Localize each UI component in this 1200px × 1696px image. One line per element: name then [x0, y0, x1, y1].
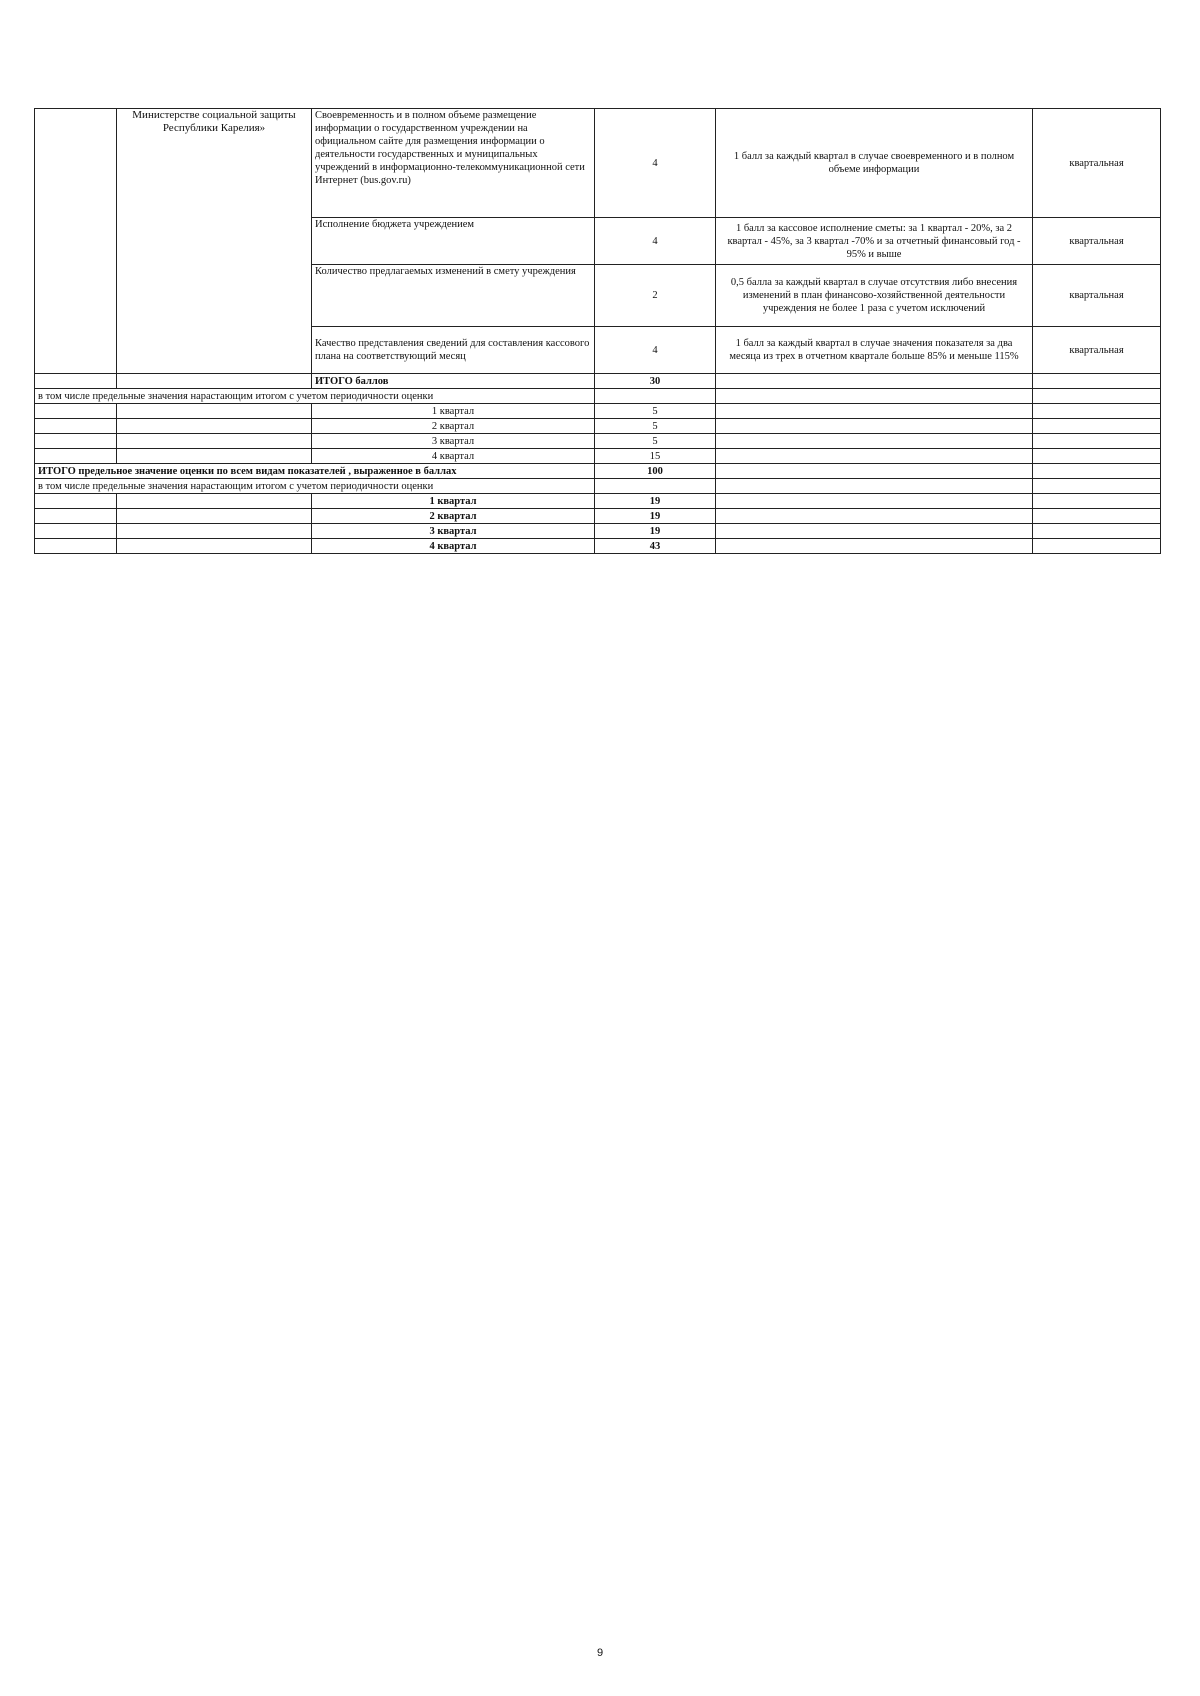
grand-total-row — [35, 464, 1161, 479]
criteria-cell: 1 балл за кассовое исполнение сметы: за 1 квартал - 20%, за 2 квартал - 45%, за 3 квартал -70% и за отчетный финансовый год - 95% и выше — [716, 218, 1033, 265]
quarter-label: 3 квартал — [312, 434, 595, 449]
quarter-value: 5 — [595, 434, 716, 449]
grand-quarter-value: 19 — [595, 509, 716, 524]
indicator-cell: Своевременность и в полном объеме размещение информации о государственном учреждении на официальном сайте для размещения информации о деятельности государственных и муниципальных учреждений в информационно-телекоммуникационной сети Интернет (bus.gov.ru) — [312, 109, 595, 218]
grand-quarter-row — [35, 524, 1161, 539]
periodicity-cell: квартальная — [1033, 218, 1161, 265]
quarter-row — [35, 419, 1161, 434]
cumulative-note-row — [35, 389, 1161, 404]
quarter-value: 5 — [595, 404, 716, 419]
cumulative-note: в том числе предельные значения нарастающим итогом с учетом периодичности оценки — [35, 389, 595, 404]
grand-total-value: 100 — [595, 464, 716, 479]
grand-quarter-value: 43 — [595, 539, 716, 554]
quarter-label: 2 квартал — [312, 419, 595, 434]
grand-quarter-label: 4 квартал — [312, 539, 595, 554]
total-row — [35, 374, 1161, 389]
indicator-cell: Качество представления сведений для составления кассового плана на соответствующий месяц — [312, 327, 595, 374]
points-cell: 2 — [595, 265, 716, 327]
periodicity-cell: квартальная — [1033, 265, 1161, 327]
grand-total-label: ИТОГО предельное значение оценки по всем видам показателей , выраженное в баллах — [35, 464, 595, 479]
quarter-label: 4 квартал — [312, 449, 595, 464]
grand-quarter-value: 19 — [595, 494, 716, 509]
grand-quarter-label: 2 квартал — [312, 509, 595, 524]
total-label: ИТОГО баллов — [312, 374, 595, 389]
points-cell: 4 — [595, 109, 716, 218]
periodicity-cell: квартальная — [1033, 327, 1161, 374]
points-cell: 4 — [595, 327, 716, 374]
table-row — [35, 109, 1161, 218]
row-number-cell — [35, 109, 117, 374]
grand-quarter-row — [35, 509, 1161, 524]
quarter-label: 1 квартал — [312, 404, 595, 419]
grand-quarter-value: 19 — [595, 524, 716, 539]
quarter-value: 5 — [595, 419, 716, 434]
quarter-value: 15 — [595, 449, 716, 464]
organization-name: Министерстве социальной защиты Республики Карелия» — [132, 109, 296, 134]
quarter-row — [35, 434, 1161, 449]
criteria-cell: 1 балл за каждый квартал в случае своевременного и в полном объеме информации — [716, 109, 1033, 218]
grand-quarter-label: 3 квартал — [312, 524, 595, 539]
periodicity-cell: квартальная — [1033, 109, 1161, 218]
criteria-cell: 0,5 балла за каждый квартал в случае отсутствия либо внесения изменений в план финансово-хозяйственной деятельности учреждения не более 1 раза с учетом исключений — [716, 265, 1033, 327]
grand-quarter-row — [35, 539, 1161, 554]
total-value: 30 — [595, 374, 716, 389]
grand-quarter-label: 1 квартал — [312, 494, 595, 509]
evaluation-table — [34, 108, 1161, 554]
organization-cell — [117, 109, 312, 374]
cumulative-note-row — [35, 479, 1161, 494]
quarter-row — [35, 404, 1161, 419]
indicator-cell: Количество предлагаемых изменений в смету учреждения — [312, 265, 595, 327]
cumulative-note-2: в том числе предельные значения нарастающим итогом с учетом периодичности оценки — [35, 479, 595, 494]
page-number: 9 — [596, 1647, 604, 1659]
quarter-row — [35, 449, 1161, 464]
points-cell: 4 — [595, 218, 716, 265]
indicator-cell: Исполнение бюджета учреждением — [312, 218, 595, 265]
grand-quarter-row — [35, 494, 1161, 509]
criteria-cell: 1 балл за каждый квартал в случае значения показателя за два месяца из трех в отчетном квартале больше 85% и меньше 115% — [716, 327, 1033, 374]
